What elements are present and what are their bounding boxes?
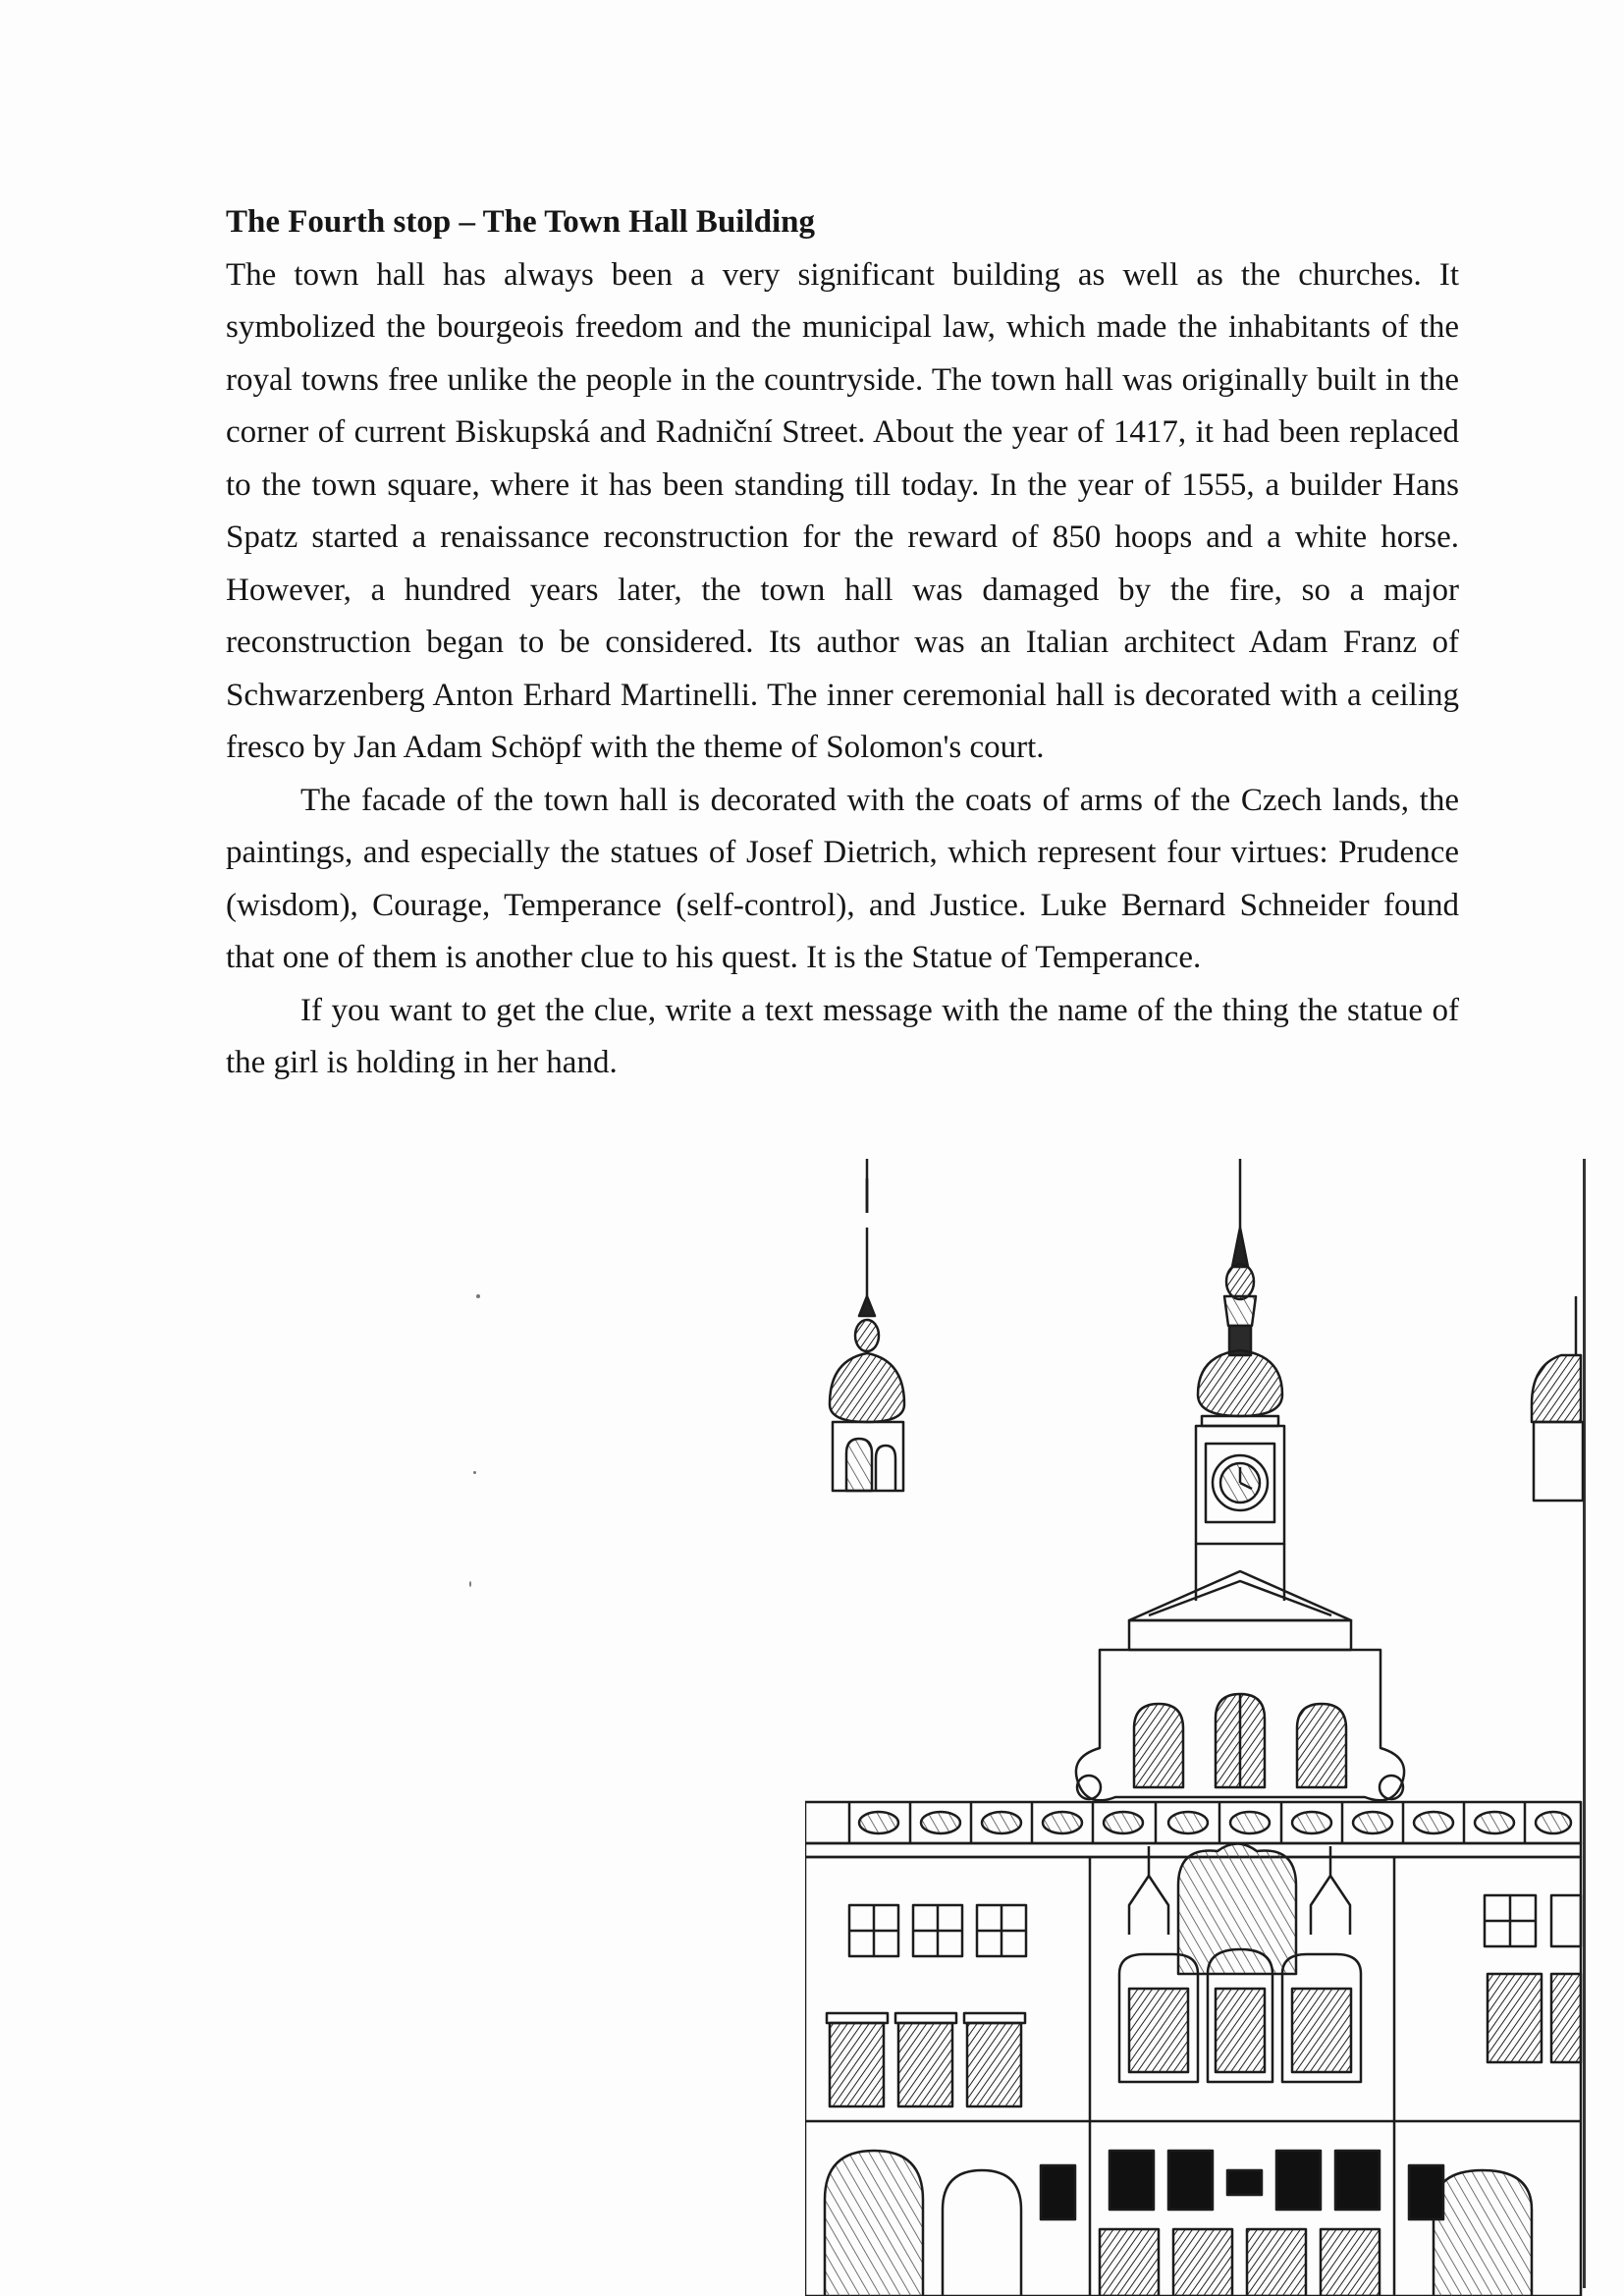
text-block bbox=[226, 196, 1459, 1090]
scan-speck bbox=[473, 1471, 476, 1474]
paragraph-instruction: If you want to get the clue, write a text message with the name of the thing the statue of the girl is holding in her hand. bbox=[226, 992, 1459, 1080]
page-title: The Fourth stop – The Town Hall Building bbox=[226, 204, 816, 240]
paragraph-facade: The facade of the town hall is decorated with the coats of arms of the Czech lands, the paintings, and especially the statues of Josef Dietrich, which represent four virtues: Prudence (wisdom), Courage, Temperance (self-control), and Justice. Luke Bernard Schneider found that one of them is another clue to his quest. It is the Statue of Temperance. bbox=[226, 782, 1459, 975]
paragraph-history: The town hall has always been a very significant building as well as the churches. It symbolized the bourgeois freedom and the municipal law, which made the inhabitants of the royal towns free unlike the people in the countryside. The town hall was originally built in the corner of current Biskupská and Radniční Street. About the year of 1417, it had been replaced to the town square, where it has been standing till today. In the year of 1555, a builder Hans Spatz started a renaissance reconstruction for the reward of 850 hoops and a white horse. However, a hundred years later, the town hall was damaged by the fire, so a major reconstruction began to be considered. Its author was an Italian architect Adam Franz of Schwarzenberg Anton Erhard Martinelli. The inner ceremonial hall is decorated with a ceiling fresco by Jan Adam Schöpf with the theme of Solomon's court. bbox=[226, 256, 1459, 765]
scan-speck bbox=[469, 1581, 471, 1587]
scan-speck bbox=[476, 1294, 480, 1298]
town-hall-sketch-icon bbox=[805, 1159, 1591, 2296]
